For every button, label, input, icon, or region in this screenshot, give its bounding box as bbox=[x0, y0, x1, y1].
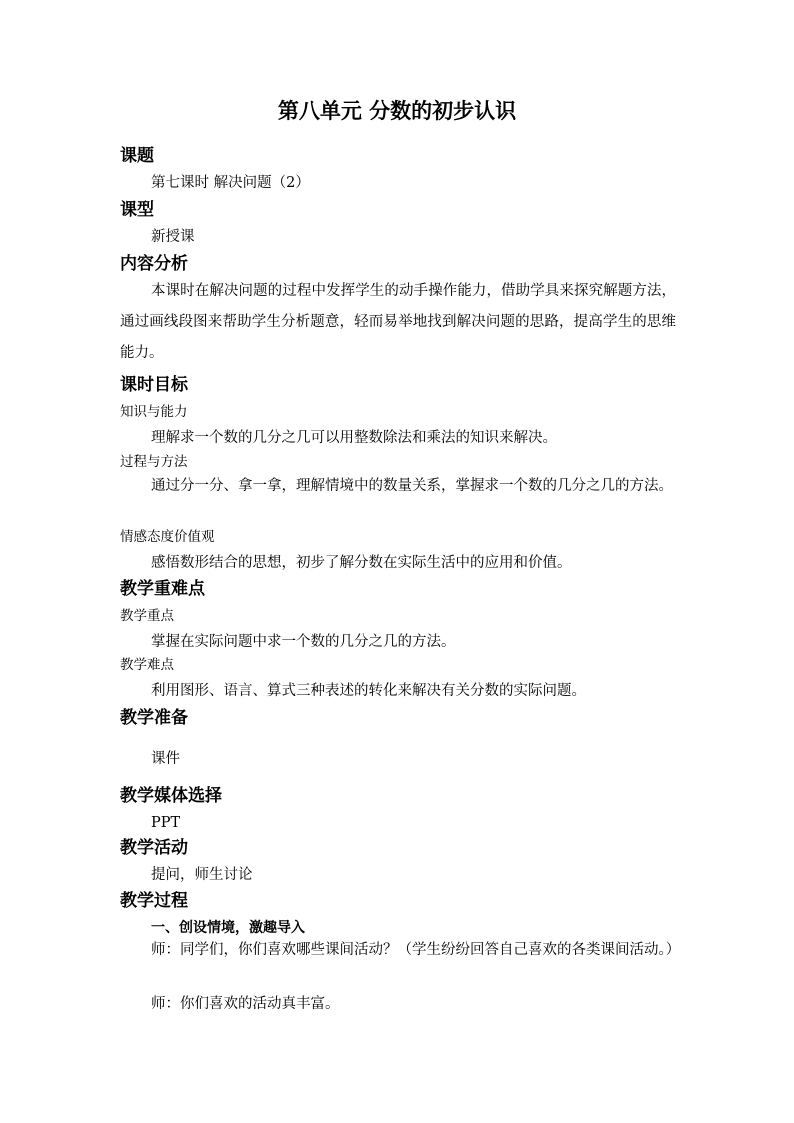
preparation-text: 课件 bbox=[151, 751, 180, 767]
goals-attitude-label: 情感态度价值观 bbox=[120, 529, 215, 545]
goals-process-label: 过程与方法 bbox=[120, 454, 188, 470]
topic-text: 第七课时 解决问题（2） bbox=[151, 175, 310, 191]
focus-label: 教学重点 bbox=[120, 608, 174, 624]
heading-media: 教学媒体选择 bbox=[120, 786, 222, 806]
goals-knowledge-label: 知识与能力 bbox=[120, 404, 188, 420]
heading-preparation: 教学准备 bbox=[120, 708, 188, 728]
goals-attitude-text: 感悟数形结合的思想，初步了解分数在实际生活中的应用和价值。 bbox=[151, 555, 572, 571]
activity-text: 提问，师生讨论 bbox=[151, 867, 253, 883]
heading-process: 教学过程 bbox=[120, 891, 188, 911]
heading-analysis: 内容分析 bbox=[120, 254, 188, 274]
heading-topic: 课题 bbox=[120, 146, 154, 166]
heading-goals: 课时目标 bbox=[120, 375, 188, 395]
difficulty-text: 利用图形、语言、算式三种表述的转化来解决有关分数的实际问题。 bbox=[151, 683, 586, 699]
process-line-2: 师：你们喜欢的活动真丰富。 bbox=[151, 996, 340, 1012]
heading-activity: 教学活动 bbox=[120, 838, 188, 858]
heading-type: 课型 bbox=[120, 200, 154, 220]
goals-knowledge-text: 理解求一个数的几分之几可以用整数除法和乘法的知识来解决。 bbox=[151, 430, 557, 446]
difficulty-label: 教学难点 bbox=[120, 657, 174, 673]
heading-key-points: 教学重难点 bbox=[120, 579, 205, 599]
type-text: 新授课 bbox=[151, 229, 195, 245]
media-text: PPT bbox=[151, 815, 181, 831]
goals-process-text: 通过分一分、拿一拿，理解情境中的数量关系，掌握求一个数的几分之几的方法。 bbox=[151, 478, 673, 494]
document-title: 第八单元 分数的初步认识 bbox=[277, 99, 517, 123]
focus-text: 掌握在实际问题中求一个数的几分之几的方法。 bbox=[151, 634, 456, 650]
analysis-paragraph: 本课时在解决问题的过程中发挥学生的动手操作能力，借助学具来探究解题方法，通过画线段图来帮助学生分析题意，轻而易举地找到解决问题的思路，提高学生的思维能力。 bbox=[120, 283, 676, 361]
process-step-1: 一、创设情境，激趣导入 bbox=[151, 920, 305, 936]
process-line-1: 师：同学们，你们喜欢哪些课间活动？（学生纷纷回答自己喜欢的各类课间活动。） bbox=[151, 942, 681, 958]
